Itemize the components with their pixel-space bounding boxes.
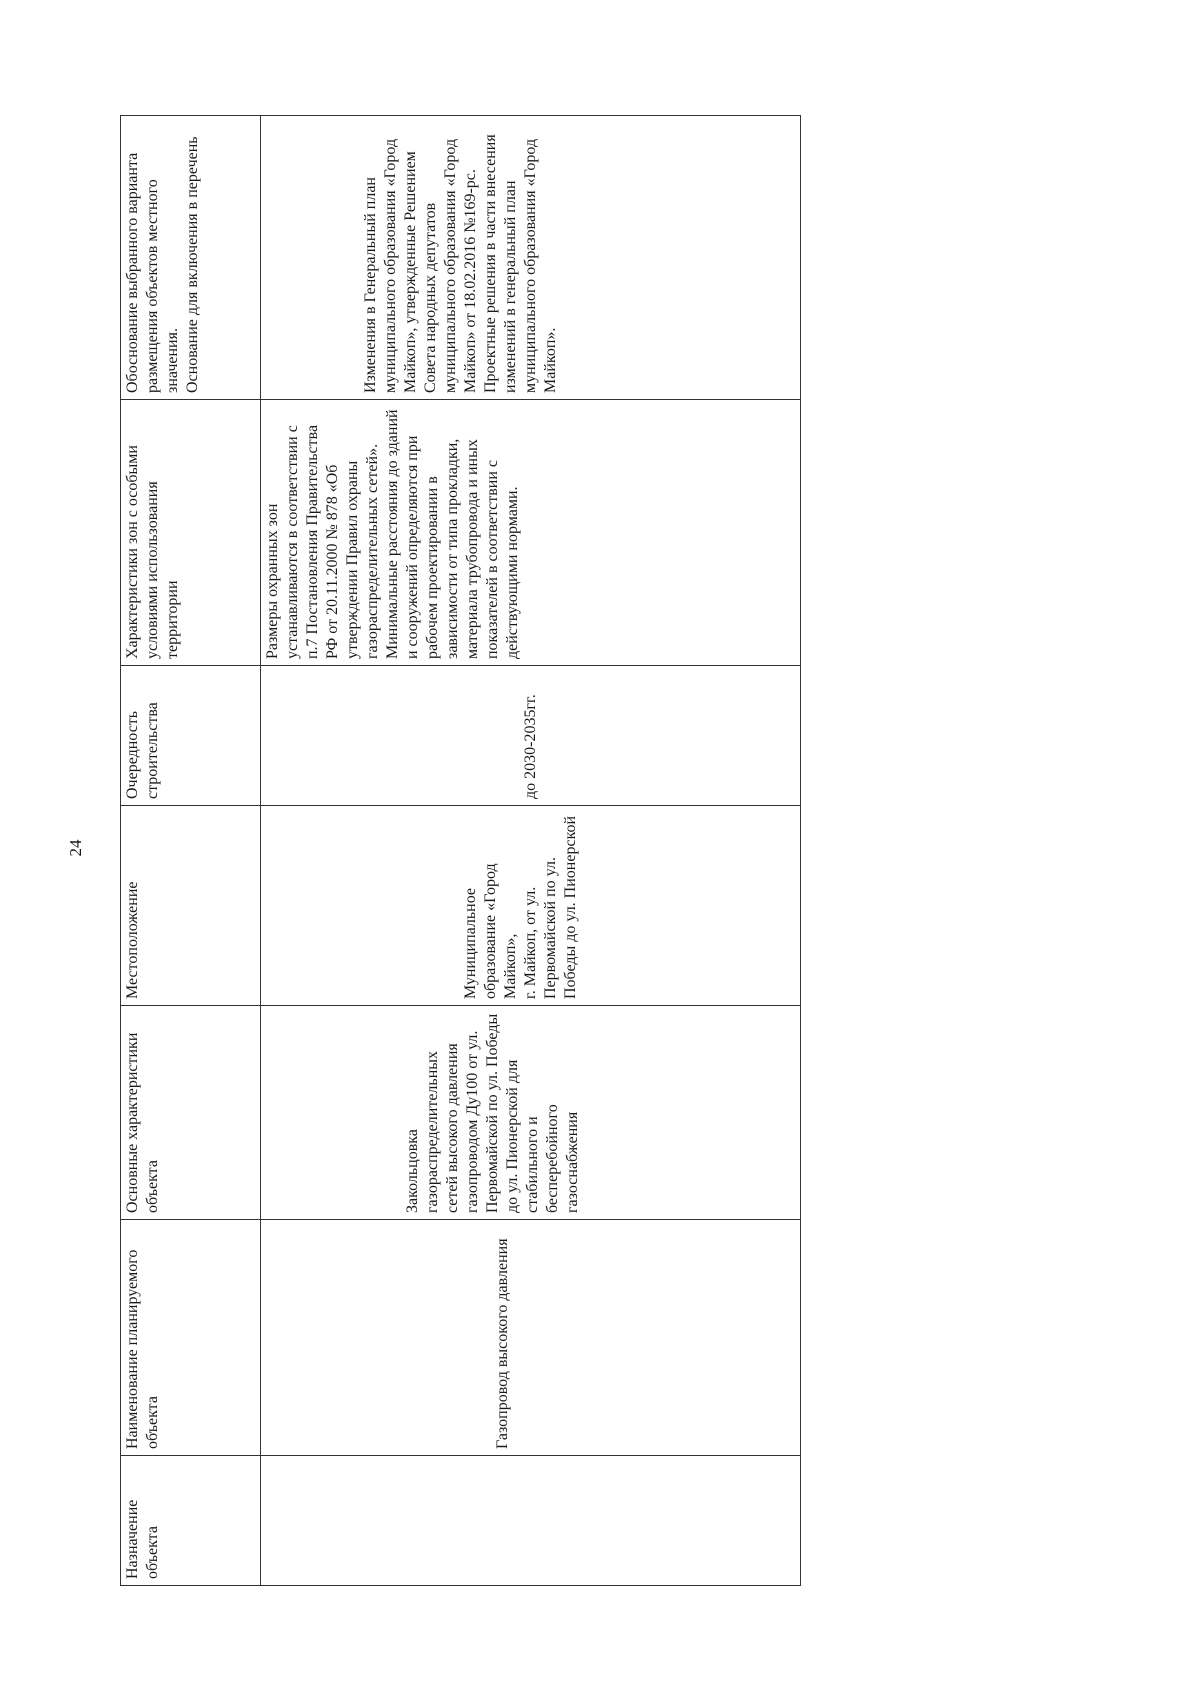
header-purpose: Назначение объекта	[121, 1456, 261, 1586]
cell-characteristics: Закольцовка газораспределительных сетей высокого давления газопроводом Ду100 от ул. Первомайской по ул. Победы до ул. Пионерской для стабильного и бесперебойного газоснабжения	[261, 1006, 801, 1220]
rotated-table-container	[120, 116, 800, 1586]
cell-name: Газопровод высокого давления	[261, 1220, 801, 1456]
table-header-row	[121, 116, 261, 1586]
header-location: Местоположение	[121, 806, 261, 1006]
header-basis: Обоснование выбранного варианта размещения объектов местного значения. Основание для включения в перечень	[121, 116, 261, 400]
cell-location: Муниципальное образование «Город Майкоп», г. Майкоп, от ул. Первомайской по ул. Победы до ул. Пионерской	[261, 806, 801, 1006]
header-queue: Очередность строительства	[121, 666, 261, 806]
cell-zones: Размеры охранных зон устанавливаются в соответствии с п.7 Постановления Правительства РФ от 20.11.2000 № 878 «Об утверждении Правил охраны газораспределительных сетей». Минимальные расстояния до зданий и сооружений определяются при рабочем проектировании в зависимости от типа прокладки, материала трубопровода и иных показателей в соответствии с действующими нормами.	[261, 400, 801, 666]
header-characteristics: Основные характеристики объекта	[121, 1006, 261, 1220]
page-number: 24	[66, 839, 85, 857]
planned-objects-table	[120, 115, 801, 1586]
cell-purpose	[261, 1456, 801, 1586]
cell-queue: до 2030-2035гг.	[261, 666, 801, 806]
cell-basis: Изменения в Генеральный план муниципального образования «Город Майкоп», утвержденные Решением Совета народных депутатов муниципального образования «Город Майкоп» от 18.02.2016 №169-рс. Проектные решения в части внесения изменений в генеральный план муниципального образования «Город Майкоп».	[261, 116, 801, 400]
table-row	[261, 116, 801, 1586]
header-name: Наименование планируемого объекта	[121, 1220, 261, 1456]
header-zones: Характеристики зон с особыми условиями использования территории	[121, 400, 261, 666]
